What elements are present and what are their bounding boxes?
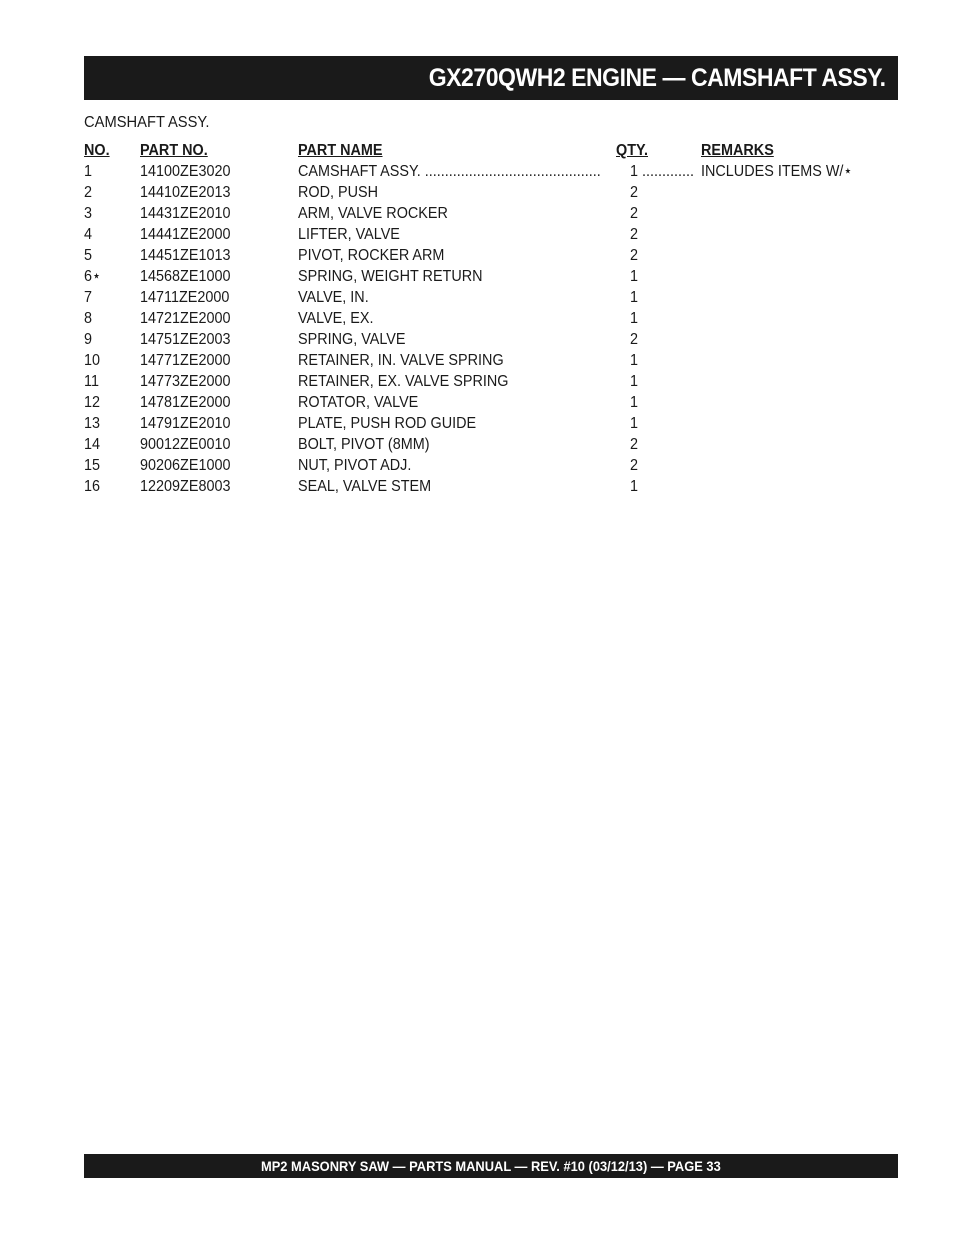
- row-part-no: 14773ZE2000: [140, 373, 231, 390]
- row-part-name: VALVE, IN.: [298, 289, 369, 306]
- row-no: 12: [84, 394, 101, 411]
- row-qty: 2: [630, 226, 639, 243]
- row-part-no: 90012ZE0010: [140, 436, 231, 453]
- row-part-no: 14431ZE2010: [140, 205, 231, 222]
- row-part-no: 14451ZE1013: [140, 247, 231, 264]
- table-row: [84, 434, 884, 455]
- row-part-name: BOLT, PIVOT (8MM): [298, 436, 430, 453]
- row-part-no: 14771ZE2000: [140, 352, 231, 369]
- row-part-no: 14751ZE2003: [140, 331, 231, 348]
- row-part-no: 14410ZE2013: [140, 184, 231, 201]
- header-part-no: PART NO.: [140, 142, 208, 159]
- row-no: 3: [84, 205, 93, 222]
- row-part-no: 14781ZE2000: [140, 394, 231, 411]
- table-row: [84, 161, 884, 182]
- row-qty: 2: [630, 331, 639, 348]
- row-part-name: RETAINER, EX. VALVE SPRING: [298, 373, 509, 390]
- row-no: 11: [84, 373, 99, 390]
- parts-table-header: [84, 140, 884, 161]
- header-no: NO.: [84, 142, 110, 159]
- row-part-name: PLATE, PUSH ROD GUIDE: [298, 415, 477, 432]
- row-qty: 2: [630, 457, 639, 474]
- row-no: 15: [84, 457, 101, 474]
- row-no: 1: [84, 163, 93, 180]
- row-no: 2: [84, 184, 93, 201]
- row-no: 6⋆: [84, 268, 102, 285]
- row-part-name: ROTATOR, VALVE: [298, 394, 419, 411]
- row-part-no: 14721ZE2000: [140, 310, 231, 327]
- row-part-no: 14791ZE2010: [140, 415, 231, 432]
- table-row: [84, 371, 884, 392]
- row-part-name: RETAINER, IN. VALVE SPRING: [298, 352, 504, 369]
- row-qty: 1: [630, 373, 639, 390]
- row-remarks: INCLUDES ITEMS W/⋆: [701, 163, 853, 180]
- table-row: [84, 476, 884, 497]
- row-no: 9: [84, 331, 93, 348]
- row-no: 4: [84, 226, 93, 243]
- row-qty: 2: [630, 205, 639, 222]
- row-no: 10: [84, 352, 101, 369]
- row-qty: 2: [630, 247, 639, 264]
- row-part-name: ROD, PUSH: [298, 184, 379, 201]
- row-qty: 1: [630, 268, 639, 285]
- row-part-no: 14711ZE2000: [140, 289, 230, 306]
- row-part-name: VALVE, EX.: [298, 310, 374, 327]
- row-part-name: LIFTER, VALVE: [298, 226, 400, 243]
- table-row: [84, 245, 884, 266]
- row-part-no: 14100ZE3020: [140, 163, 231, 180]
- row-qty: 1: [630, 394, 639, 411]
- table-row: [84, 392, 884, 413]
- row-qty: 1: [630, 310, 639, 327]
- row-qty: 1: [630, 352, 639, 369]
- page-title-bar: [84, 56, 898, 100]
- section-label: CAMSHAFT ASSY.: [84, 114, 210, 131]
- row-qty: 1: [630, 478, 639, 495]
- table-row: [84, 308, 884, 329]
- header-qty: QTY.: [616, 142, 649, 159]
- table-row: [84, 203, 884, 224]
- row-part-no: 14441ZE2000: [140, 226, 231, 243]
- footer-text: MP2 MASONRY SAW — PARTS MANUAL — REV. #10 (03/12/13) — PAGE 33: [261, 1158, 721, 1174]
- row-part-name: ARM, VALVE ROCKER: [298, 205, 448, 222]
- row-part-no: 12209ZE8003: [140, 478, 231, 495]
- row-no: 13: [84, 415, 101, 432]
- row-part-name: SPRING, VALVE: [298, 331, 406, 348]
- table-row: [84, 413, 884, 434]
- row-qty: 1 .............: [630, 163, 695, 180]
- header-remarks: REMARKS: [701, 142, 774, 159]
- table-row: [84, 287, 884, 308]
- page-footer: [84, 1154, 898, 1178]
- page-title: GX270QWH2 ENGINE — CAMSHAFT ASSY.: [429, 63, 886, 92]
- row-qty: 2: [630, 436, 639, 453]
- row-no: 5: [84, 247, 93, 264]
- table-row: [84, 182, 884, 203]
- row-part-name: NUT, PIVOT ADJ.: [298, 457, 412, 474]
- row-part-no: 90206ZE1000: [140, 457, 231, 474]
- row-qty: 2: [630, 184, 639, 201]
- row-part-name: PIVOT, ROCKER ARM: [298, 247, 445, 264]
- row-qty: 1: [630, 415, 639, 432]
- row-part-name: CAMSHAFT ASSY. ............................................: [298, 163, 601, 180]
- row-part-name: SPRING, WEIGHT RETURN: [298, 268, 483, 285]
- row-no: 7: [84, 289, 93, 306]
- row-no: 14: [84, 436, 101, 453]
- row-qty: 1: [630, 289, 639, 306]
- parts-table: [84, 140, 884, 497]
- table-row: [84, 329, 884, 350]
- table-row: [84, 350, 884, 371]
- row-part-name: SEAL, VALVE STEM: [298, 478, 432, 495]
- row-no: 8: [84, 310, 93, 327]
- row-no: 16: [84, 478, 101, 495]
- table-row: [84, 224, 884, 245]
- header-part-name: PART NAME: [298, 142, 383, 159]
- row-part-no: 14568ZE1000: [140, 268, 231, 285]
- table-row: [84, 455, 884, 476]
- table-row: [84, 266, 884, 287]
